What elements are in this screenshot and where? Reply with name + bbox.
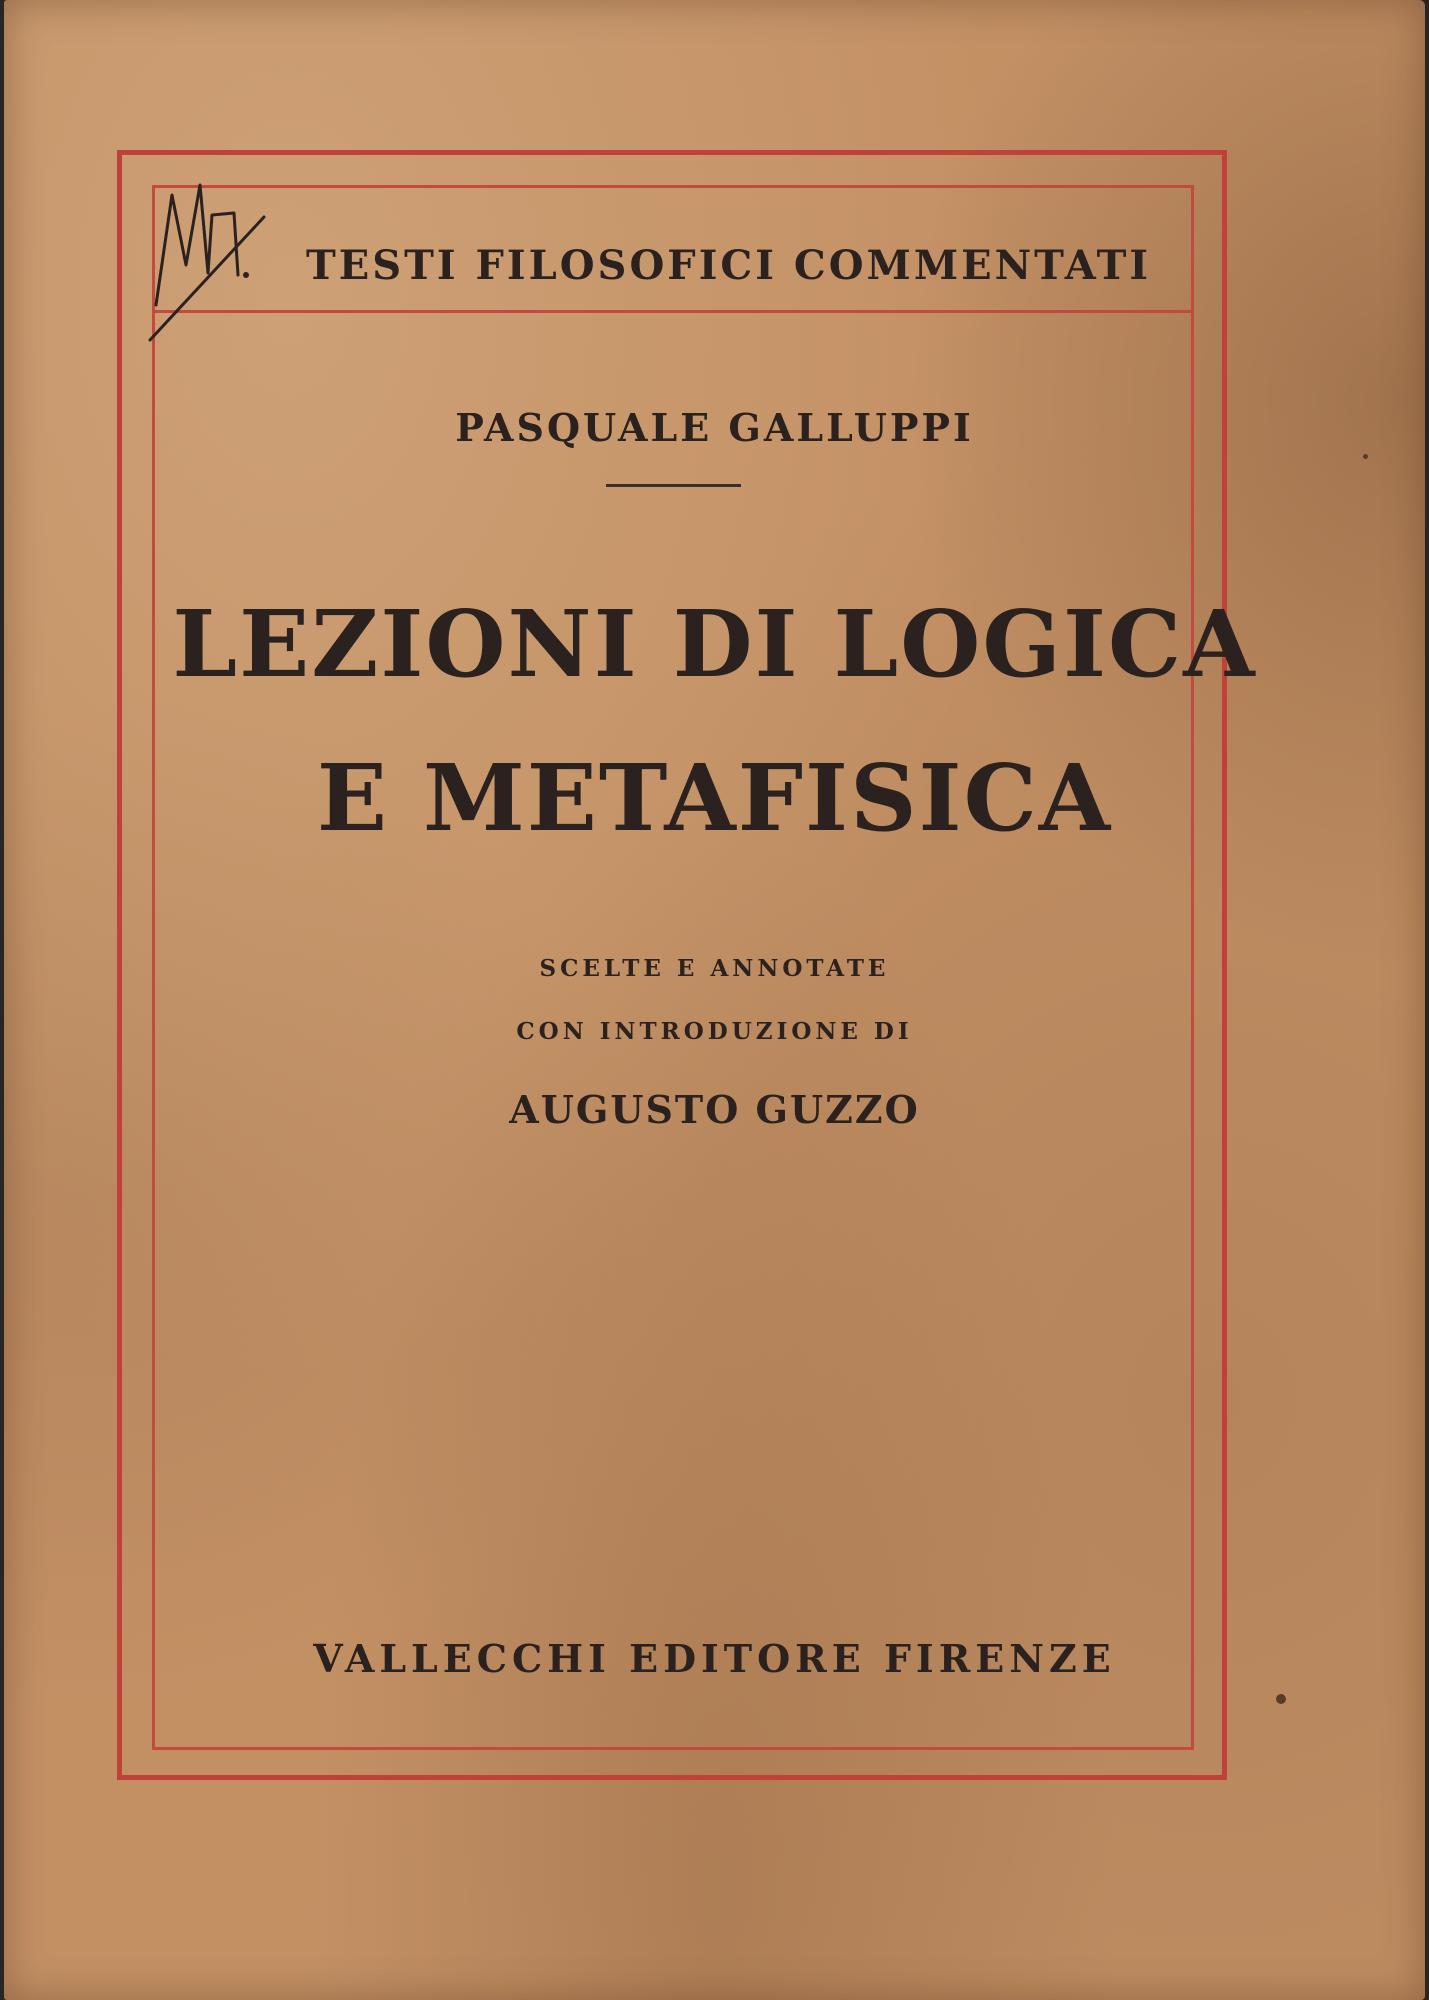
author-underline [606, 484, 741, 487]
ink-spot [1276, 1694, 1286, 1704]
book-title-line2: E METAFISICA [316, 744, 1113, 852]
series-divider-rule [152, 310, 1194, 313]
ink-spot [1363, 454, 1368, 459]
author-name: PASQUALE GALLUPPI [455, 405, 974, 450]
subtitle-line2: CON INTRODUZIONE DI [516, 1018, 913, 1045]
series-title: TESTI FILOSOFICI COMMENTATI [305, 242, 1152, 289]
publisher-imprint: VALLECCHI EDITORE FIRENZE [313, 1636, 1116, 1681]
editor-name: AUGUSTO GUZZO [509, 1087, 920, 1132]
subtitle-line1: SCELTE E ANNOTATE [539, 955, 890, 982]
book-title-line1: LEZIONI DI LOGICA [172, 590, 1257, 698]
